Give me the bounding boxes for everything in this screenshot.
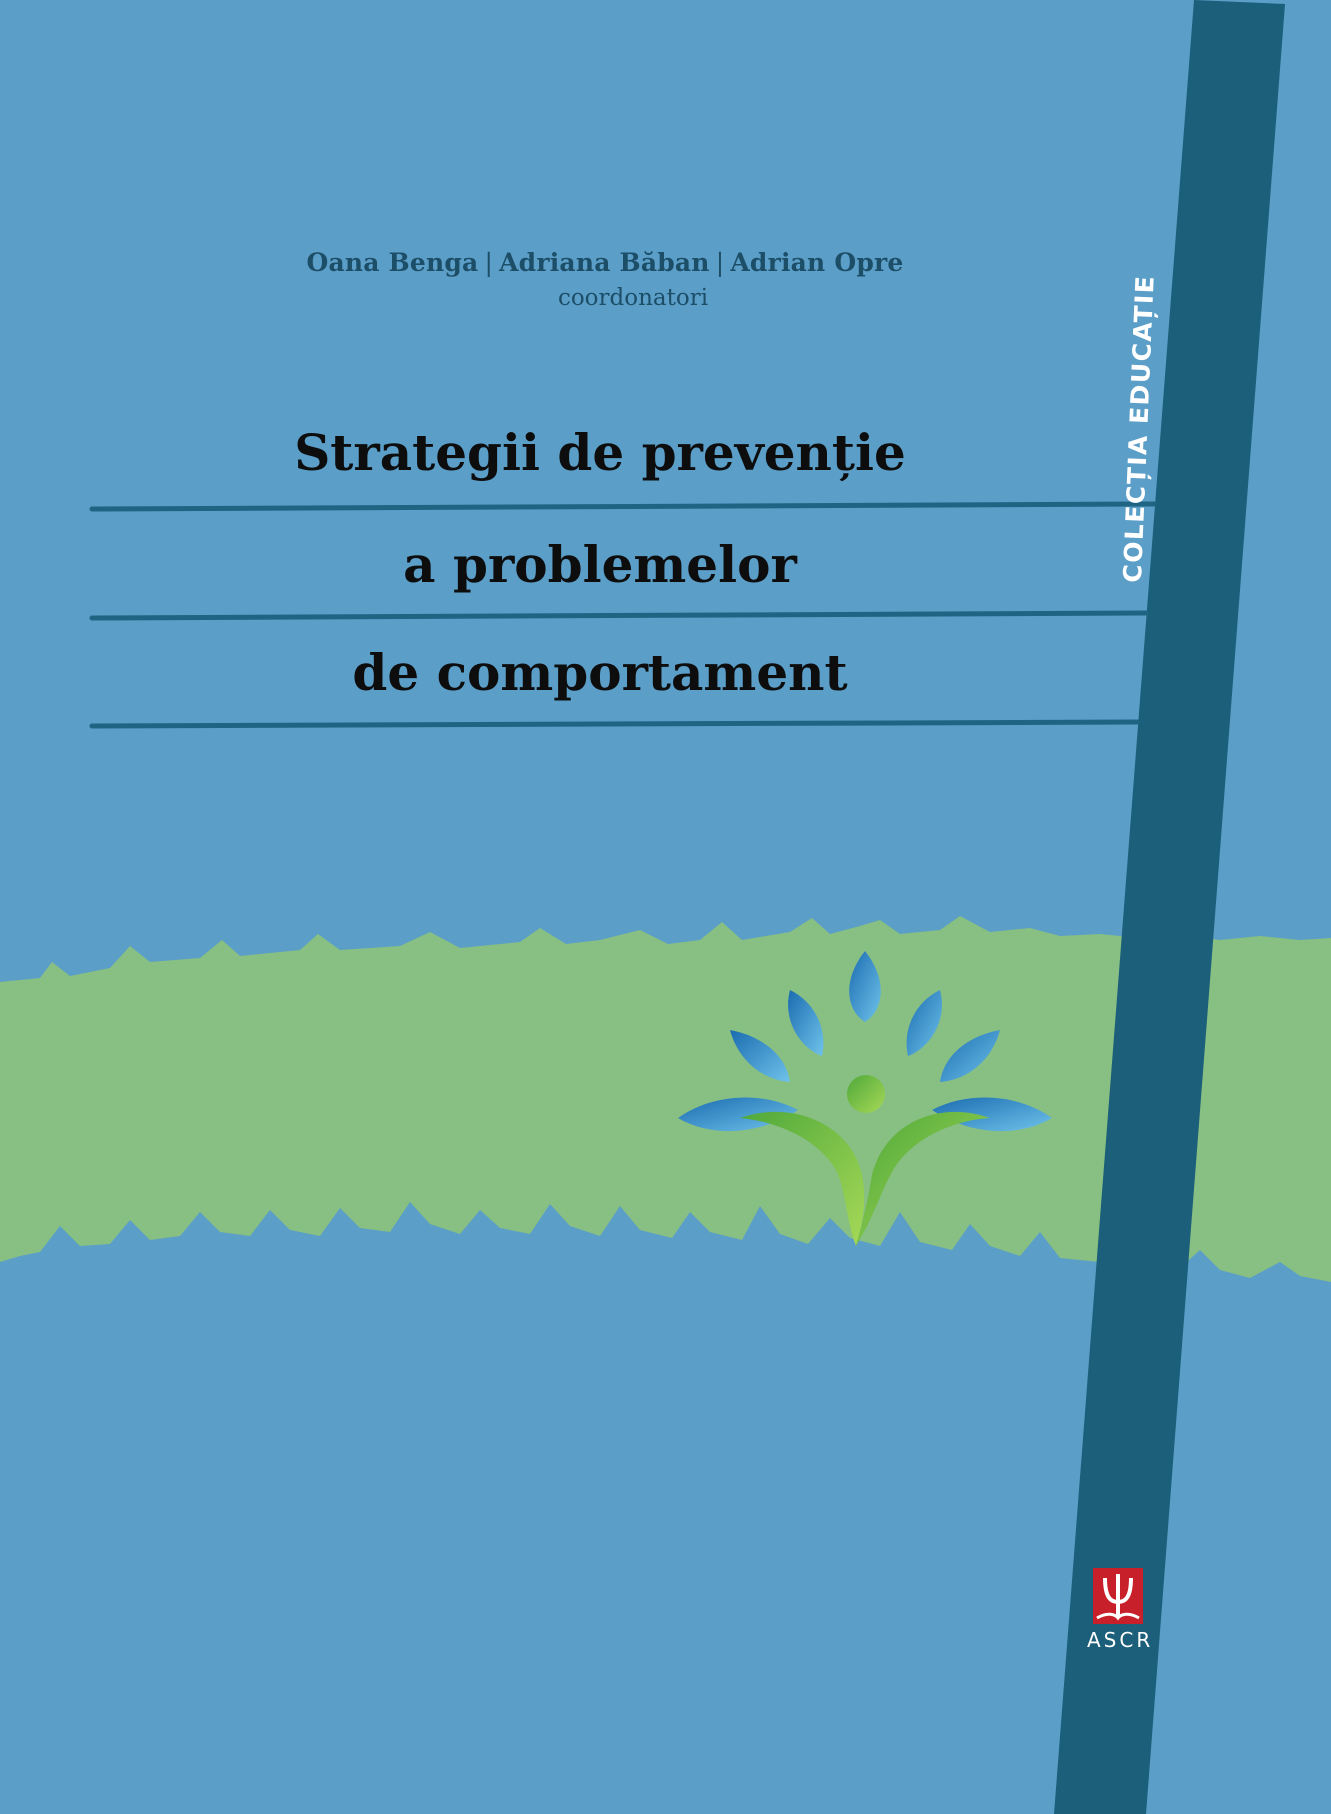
title-line-3: de comportament <box>352 643 848 702</box>
author-name: Adrian Opre <box>730 248 904 277</box>
author-name: Adriana Băban <box>499 248 710 277</box>
author-separator: | <box>484 248 494 277</box>
author-role: coordonatori <box>557 285 709 311</box>
title-line-1: Strategii de prevenție <box>294 423 906 482</box>
publisher-name: ASCR <box>1087 1628 1154 1652</box>
collection-label: COLECȚIA EDUCAȚIE <box>1117 274 1160 584</box>
title-line-2: a problemelor <box>403 535 797 594</box>
author-separator: | <box>715 248 725 277</box>
psi-book-logo-icon <box>1093 1568 1143 1624</box>
author-name: Oana Benga <box>306 248 479 277</box>
publisher-logo <box>1087 1568 1154 1652</box>
